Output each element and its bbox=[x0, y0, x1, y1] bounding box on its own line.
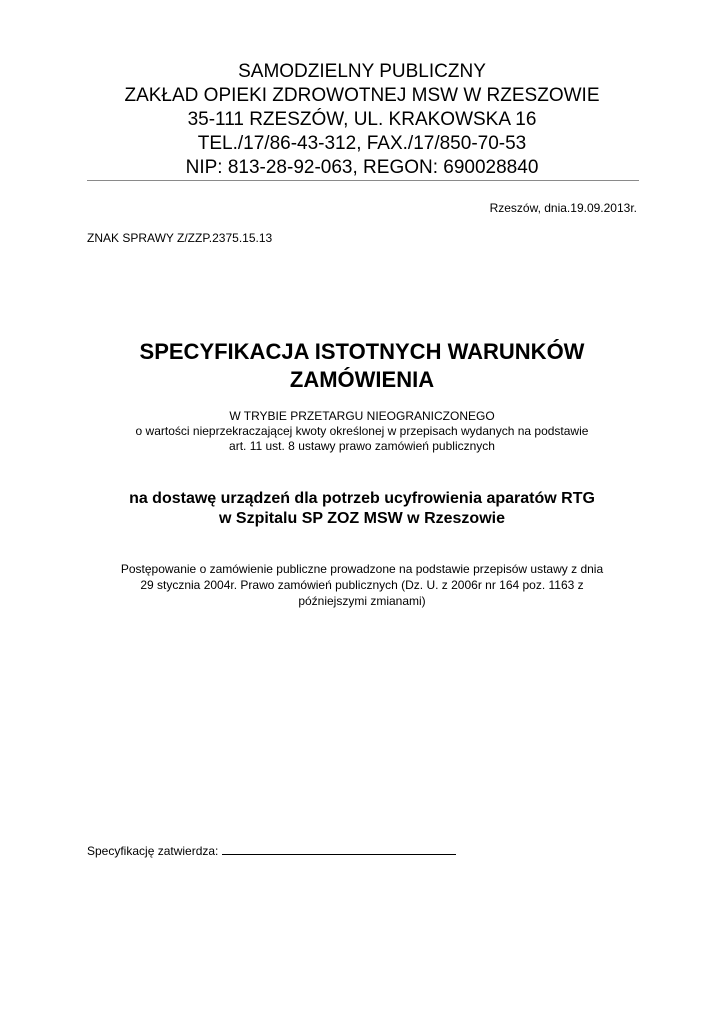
case-number: ZNAK SPRAWY Z/ZZP.2375.15.13 bbox=[87, 231, 273, 245]
legal-line-1: Postępowanie o zamówienie publiczne prowadzone na podstawie przepisów ustawy z dnia bbox=[120, 562, 604, 576]
procedure-line-3: art. 11 ust. 8 ustawy prawo zamówień publicznych bbox=[229, 439, 495, 453]
subject-line-1: na dostawę urządzeń dla potrzeb ucyfrowienia aparatów RTG bbox=[129, 490, 595, 507]
procedure-mode bbox=[0, 409, 724, 454]
subject-line-2: w Szpitalu SP ZOZ MSW w Rzeszowie bbox=[219, 510, 505, 527]
legal-line-3: późniejszymi zmianami) bbox=[298, 594, 426, 608]
header-divider bbox=[87, 180, 639, 181]
header-line-institution: ZAKŁAD OPIEKI ZDROWOTNEJ MSW W RZESZOWIE bbox=[124, 85, 600, 106]
institution-header bbox=[0, 60, 724, 180]
header-line-address: 35-111 RZESZÓW, UL. KRAKOWSKA 16 bbox=[187, 109, 537, 130]
document-title bbox=[0, 338, 724, 394]
procedure-line-1: W TRYBIE PRZETARGU NIEOGRANICZONEGO bbox=[229, 409, 495, 423]
legal-basis bbox=[0, 561, 724, 609]
approval-label: Specyfikację zatwierdza: bbox=[87, 844, 219, 858]
document-date: Rzeszów, dnia.19.09.2013r. bbox=[489, 201, 637, 215]
title-line-1: SPECYFIKACJA ISTOTNYCH WARUNKÓW bbox=[139, 339, 585, 364]
header-line-phone-fax: TEL./17/86-43-312, FAX./17/850-70-53 bbox=[197, 133, 527, 154]
title-line-2: ZAMÓWIENIA bbox=[289, 367, 435, 392]
legal-line-2: 29 stycznia 2004r. Prawo zamówień publicznych (Dz. U. z 2006r nr 164 poz. 1163 z bbox=[140, 578, 584, 592]
header-line-nip-regon: NIP: 813-28-92-063, REGON: 690028840 bbox=[185, 157, 539, 178]
contract-subject bbox=[0, 489, 724, 529]
procedure-line-2: o wartości nieprzekraczającej kwoty określonej w przepisach wydanych na podstawie bbox=[135, 424, 589, 438]
approval-line bbox=[87, 842, 456, 858]
header-line-name: SAMODZIELNY PUBLICZNY bbox=[238, 61, 486, 82]
signature-blank bbox=[222, 842, 456, 855]
